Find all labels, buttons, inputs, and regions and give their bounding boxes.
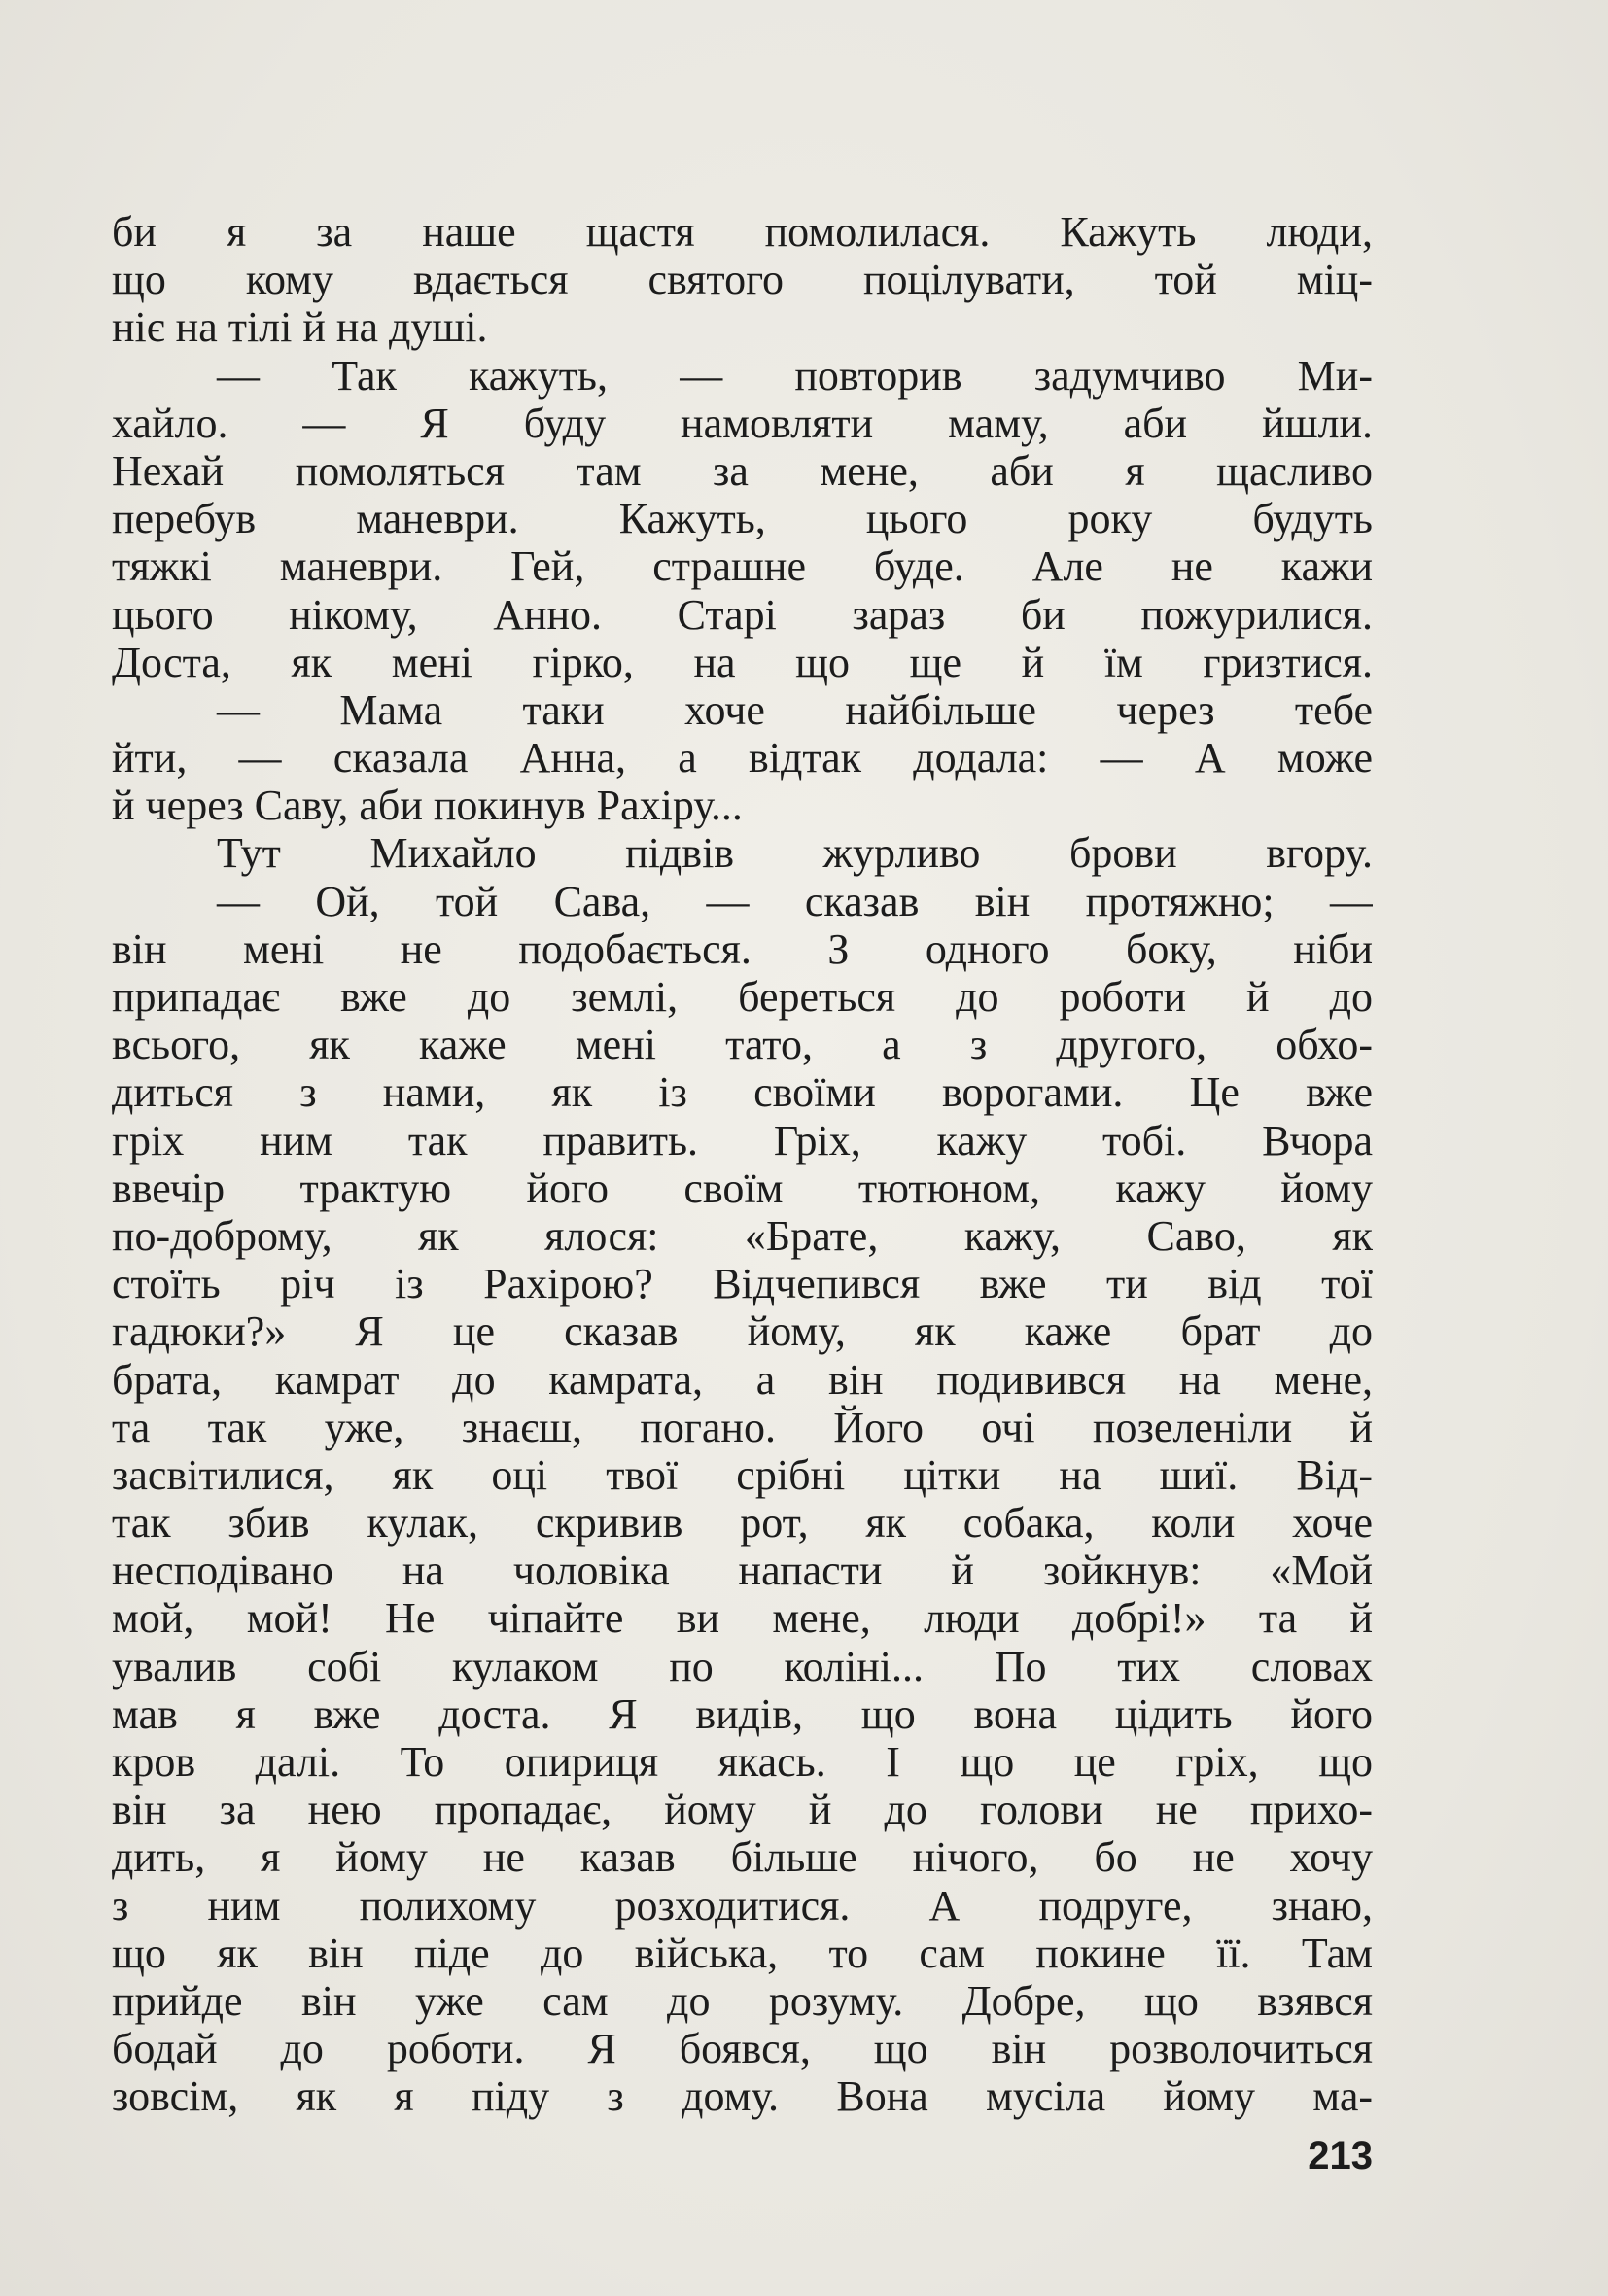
text-line: ніє на тілі й на душі.	[112, 303, 488, 352]
text-line: він мені не подобається. З одного боку, ніби	[112, 924, 1373, 973]
text-line: Доста, як мені гірко, на що ще й їм гризтися.	[112, 638, 1373, 686]
text-line: припадає вже до землі, береться до роботи й до	[112, 973, 1373, 1021]
text-line: хайло. — Я буду намовляти маму, аби йшли.	[112, 399, 1373, 447]
text-line: гріх ним так править. Гріх, кажу тобі. Вчора	[112, 1116, 1373, 1165]
text-line: перебув маневри. Кажуть, цього року будуть	[112, 495, 1373, 543]
text-line: прийде він уже сам до розуму. Добре, що взявся	[112, 1976, 1373, 2025]
text-line: гадюки?» Я це сказав йому, як каже брат до	[112, 1307, 1373, 1356]
text-line: би я за наше щастя помолилася. Кажуть люди,	[112, 208, 1373, 256]
text-line: йти, — сказала Анна, а відтак додала: — А може	[112, 734, 1373, 783]
text-line: цього нікому, Анно. Старі зараз би пожурилися.	[112, 590, 1373, 639]
page-number: 213	[1308, 2135, 1373, 2177]
text-line: несподівано на чоловіка напасти й зойкнув: «Мой	[112, 1547, 1373, 1595]
text-line: він за нею пропадає, йому й до голови не прихо-	[112, 1786, 1373, 1834]
text-line: мав я вже доста. Я видів, що вона цідить його	[112, 1689, 1373, 1738]
text-line: так збив кулак, скривив рот, як собака, коли хоче	[112, 1499, 1373, 1548]
text-line: зовсім, як я піду з дому. Вона мусіла йому ма-	[112, 2072, 1373, 2121]
text-line: по-доброму, як ялося: «Брате, кажу, Саво, як	[112, 1211, 1373, 1260]
text-line: й через Саву, аби покинув Рахіру...	[112, 782, 743, 830]
text-line: що кому вдається святого поцілувати, той міц-	[112, 256, 1373, 304]
text-line: з ним полихому розходитися. А подруге, знаю,	[112, 1881, 1373, 1930]
text-line: всього, як каже мені тато, а з другого, обхо-	[112, 1021, 1373, 1069]
text-line: засвітилися, як оці твої срібні цітки на шиї. Від-	[112, 1450, 1373, 1499]
text-line: дить, я йому не казав більше нічого, бо не хочу	[112, 1833, 1373, 1882]
text-line: — Ой, той Сава, — сказав він протяжно; —	[217, 877, 1373, 925]
text-line: стоїть річ із Рахірою? Відчепився вже ти від тої	[112, 1260, 1373, 1308]
text-line: мой, мой! Не чіпайте ви мене, люди добрі!» та й	[112, 1594, 1373, 1643]
text-line: ввечір трактую його своїм тютюном, кажу йому	[112, 1164, 1373, 1212]
text-line: брата, камрат до камрата, а він подивився на мене,	[112, 1355, 1373, 1404]
text-line: — Так кажуть, — повторив задумчиво Ми-	[217, 351, 1373, 400]
text-line: кров далі. То опириця якась. І що це гріх, що	[112, 1738, 1373, 1786]
text-line: увалив собі кулаком по коліні... По тих словах	[112, 1642, 1373, 1690]
text-line: Тут Михайло підвів журливо брови вгору.	[217, 829, 1373, 878]
text-line: тяжкі маневри. Гей, страшне буде. Але не кажи	[112, 542, 1373, 591]
body-text	[112, 208, 1373, 2121]
text-line: Нехай помоляться там за мене, аби я щасливо	[112, 446, 1373, 495]
text-line: бодай до роботи. Я боявся, що він розволочиться	[112, 2025, 1373, 2073]
text-line: що як він піде до війська, то сам покине її. Там	[112, 1929, 1373, 1977]
text-line: диться з нами, як із своїми ворогами. Це вже	[112, 1068, 1373, 1117]
text-line: — Мама таки хоче найбільше через тебе	[217, 685, 1373, 734]
text-line: та так уже, знаєш, погано. Його очі позеленіли й	[112, 1403, 1373, 1451]
